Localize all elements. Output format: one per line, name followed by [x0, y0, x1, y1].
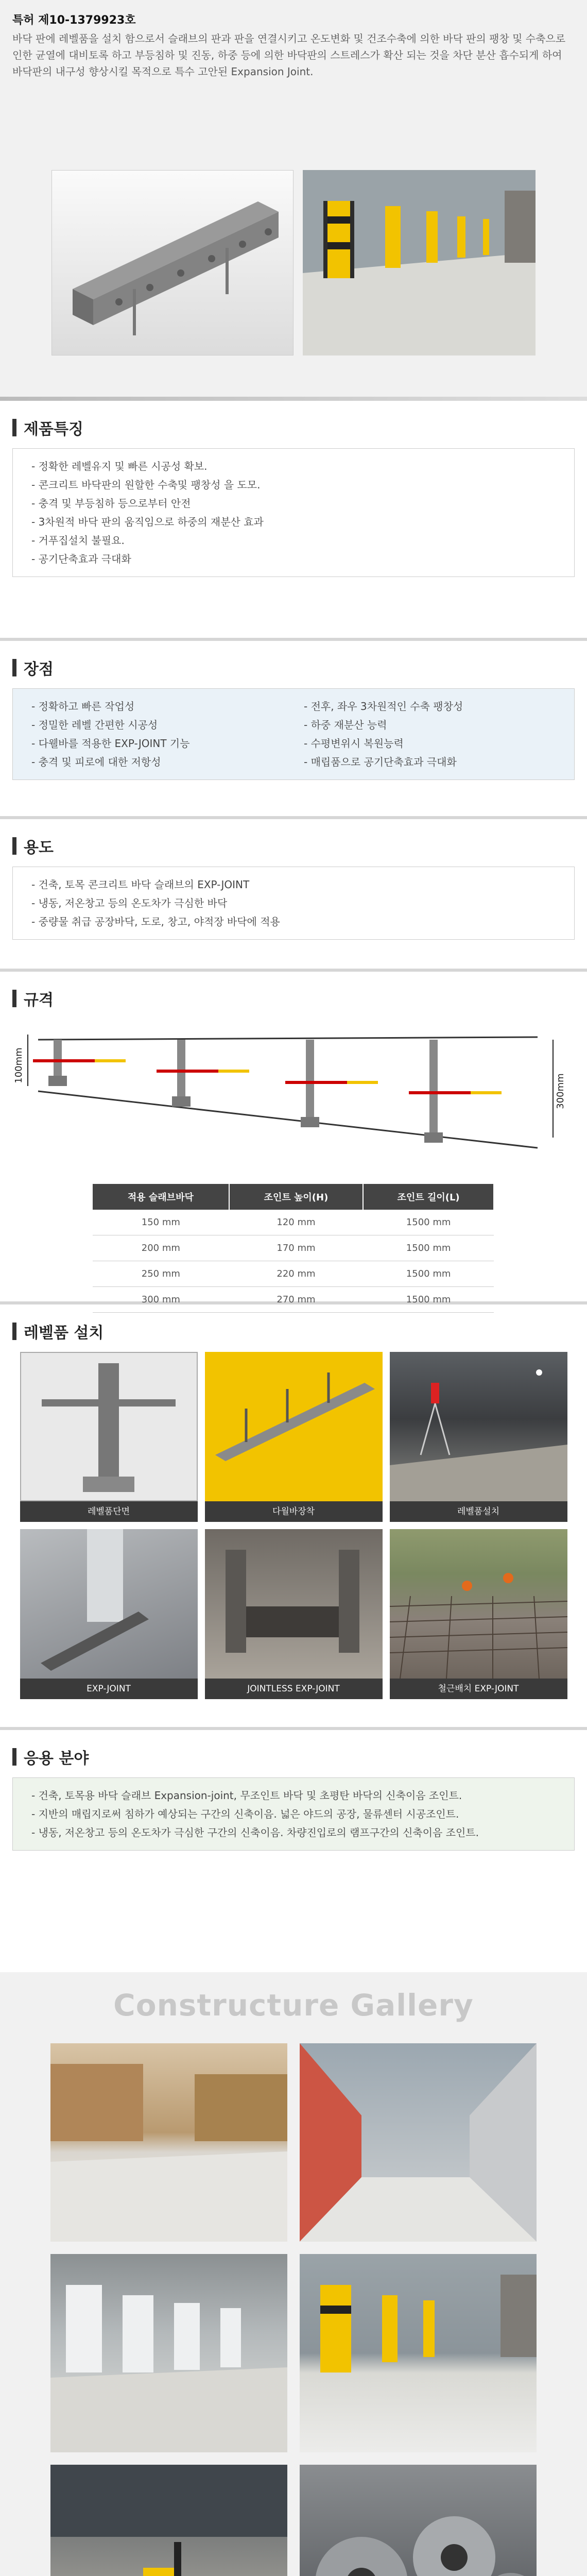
- patent-title: 특허 제10-1379923호: [12, 14, 136, 27]
- install-tile: [205, 1352, 383, 1522]
- list-item: - 중량물 취급 공장바닥, 도로, 창고, 야적장 바닥에 적용: [31, 912, 556, 931]
- list-item: - 하중 재분산 능력: [304, 716, 556, 734]
- cross-section-image: [20, 1352, 198, 1501]
- title-bar-icon: [12, 419, 16, 436]
- spacer: [0, 1926, 587, 1972]
- product-render-image: [51, 170, 294, 355]
- applications-title: 응용 분야: [12, 1745, 575, 1768]
- list-item: - 매립품으로 공기단축효과 극대화: [304, 753, 556, 771]
- install-title: 레벨품 설치: [12, 1320, 575, 1343]
- install-tile: [390, 1352, 567, 1522]
- uses-title: 용도: [12, 835, 575, 857]
- gallery-title: Constructure Gallery: [113, 1988, 474, 2023]
- exp-joint-image: [20, 1529, 198, 1679]
- install-tile: [20, 1529, 198, 1699]
- dim-left-label: 100mm: [13, 1047, 24, 1083]
- section-divider: [0, 397, 587, 401]
- uses-box: [12, 867, 575, 940]
- list-item: - 다웰바를 적용한 EXP-JOINT 기능: [31, 734, 283, 753]
- advantages-box: [12, 688, 575, 780]
- spec-header: 적용 슬래브바닥: [93, 1184, 229, 1210]
- list-item: - 냉동, 저온창고 등의 온도차가 극심한 구간의 신축이음. 차량진입로의 램프구간의 신축이음 조인트.: [31, 1823, 556, 1842]
- applications-box: [12, 1777, 575, 1851]
- uses-section: [0, 819, 587, 969]
- rebar-exp-joint-image: [390, 1529, 567, 1679]
- gallery-photo-forklift: [50, 2465, 287, 2576]
- dim-right-label: 300mm: [555, 1073, 566, 1109]
- applications-section: [0, 1730, 587, 1926]
- install-tile: [20, 1352, 198, 1522]
- dowel-bar-image: [205, 1352, 383, 1501]
- list-item: - 수평변위시 복원능력: [304, 734, 556, 753]
- tile-caption: 철근배치 EXP-JOINT: [390, 1679, 567, 1699]
- gallery-photo-steel-coils: [300, 2465, 537, 2576]
- gallery-photo-dock-doors: [50, 2254, 287, 2452]
- gallery-photo-racking-aisle: [300, 2043, 537, 2242]
- features-title: 제품특징: [12, 416, 575, 439]
- installation-site-image: [390, 1352, 567, 1501]
- title-bar-icon: [12, 1323, 16, 1340]
- hero-images: [51, 170, 536, 355]
- title-bar-icon: [12, 837, 16, 855]
- table-row: 150 mm 120 mm 1500 mm: [93, 1210, 494, 1235]
- list-item: - 냉동, 저온창고 등의 온도차가 극심한 바닥: [31, 894, 556, 912]
- advantages-section: [0, 641, 587, 816]
- list-item: - 콘크리트 바닥판의 원할한 수축및 팽창성 을 도모.: [31, 476, 556, 494]
- table-row: 200 mm 170 mm 1500 mm: [93, 1235, 494, 1261]
- spec-table: [93, 1184, 494, 1313]
- table-row: 300 mm 270 mm 1500 mm: [93, 1287, 494, 1313]
- tile-caption: 다월바장착: [205, 1501, 383, 1522]
- advantages-title: 장점: [12, 656, 575, 679]
- install-tile: [390, 1529, 567, 1699]
- install-grid: [12, 1352, 575, 1699]
- patent-description: 바닥 판에 레벨품을 설치 함으로서 슬래브의 판과 판을 연결시키고 온도변화 및 건조수축에 의한 바닥 판의 팽창 및 수축으로 인한 균열에 대비토록 하고 부등침하 및 진동, 하중 등에 의한 바닥판의 스트레스가 확산 되는 것을 차단 분산 흡수되게 하여 바닥판의 내구성 향상시킬 목적으로 특수 고안된 Expansion Joint.: [12, 32, 566, 78]
- list-item: - 지반의 매립지로써 침하가 예상되는 구간의 신축이음. 넓은 야드의 공장, 물류센터 시공조인트.: [31, 1805, 556, 1823]
- title-bar-icon: [12, 1748, 16, 1766]
- features-section: [0, 401, 587, 638]
- spec-header: 조인트 길이(L): [363, 1184, 494, 1210]
- spec-diagram: [13, 1019, 569, 1179]
- list-item: - 건축, 토목 콘크리트 바닥 슬래브의 EXP-JOINT: [31, 875, 556, 894]
- spec-title: 규격: [12, 987, 575, 1010]
- install-section: [0, 1304, 587, 1727]
- list-item: - 건축, 토목용 바닥 슬래브 Expansion-joint, 무조인트 바닥 및 초평탄 바닥의 신축이음 조인트.: [31, 1786, 556, 1805]
- spec-section: [0, 972, 587, 1305]
- features-box: [12, 448, 575, 577]
- list-item: - 충격 및 피로에 대한 저항성: [31, 753, 283, 771]
- list-item: - 공기단축효과 극대화: [31, 550, 556, 568]
- gallery-grid: [0, 2043, 587, 2576]
- gallery-photo-warehouse-boxes: [50, 2043, 287, 2242]
- list-item: - 충격 및 부등침하 등으로부터 안전: [31, 494, 556, 513]
- list-item: - 전후, 좌우 3차원적인 수축 팽창성: [304, 697, 556, 716]
- title-bar-icon: [12, 990, 16, 1007]
- list-item: - 정밀한 레벨 간편한 시공성: [31, 716, 283, 734]
- spec-header: 조인트 높이(H): [229, 1184, 364, 1210]
- list-item: - 정확한 레벨유지 및 빠른 시공성 확보.: [31, 457, 556, 476]
- patent-section: [0, 0, 587, 397]
- title-bar-icon: [12, 659, 16, 676]
- tile-caption: 레벨품단면: [20, 1501, 198, 1522]
- tile-caption: 레벨품설치: [390, 1501, 567, 1522]
- tile-caption: JOINTLESS EXP-JOINT: [205, 1679, 383, 1699]
- install-tile: [205, 1529, 383, 1699]
- gallery-section: [0, 1972, 587, 2576]
- tile-caption: EXP-JOINT: [20, 1679, 198, 1699]
- jointless-exp-joint-image: [205, 1529, 383, 1679]
- list-item: - 3차원적 바닥 판의 움직임으로 하중의 재분산 효과: [31, 513, 556, 531]
- table-row: 250 mm 220 mm 1500 mm: [93, 1261, 494, 1287]
- list-item: - 정확하고 빠른 작업성: [31, 697, 283, 716]
- list-item: - 거푸집설치 불필요.: [31, 531, 556, 550]
- warehouse-floor-image: [303, 170, 536, 355]
- gallery-photo-yellow-bollards: [300, 2254, 537, 2452]
